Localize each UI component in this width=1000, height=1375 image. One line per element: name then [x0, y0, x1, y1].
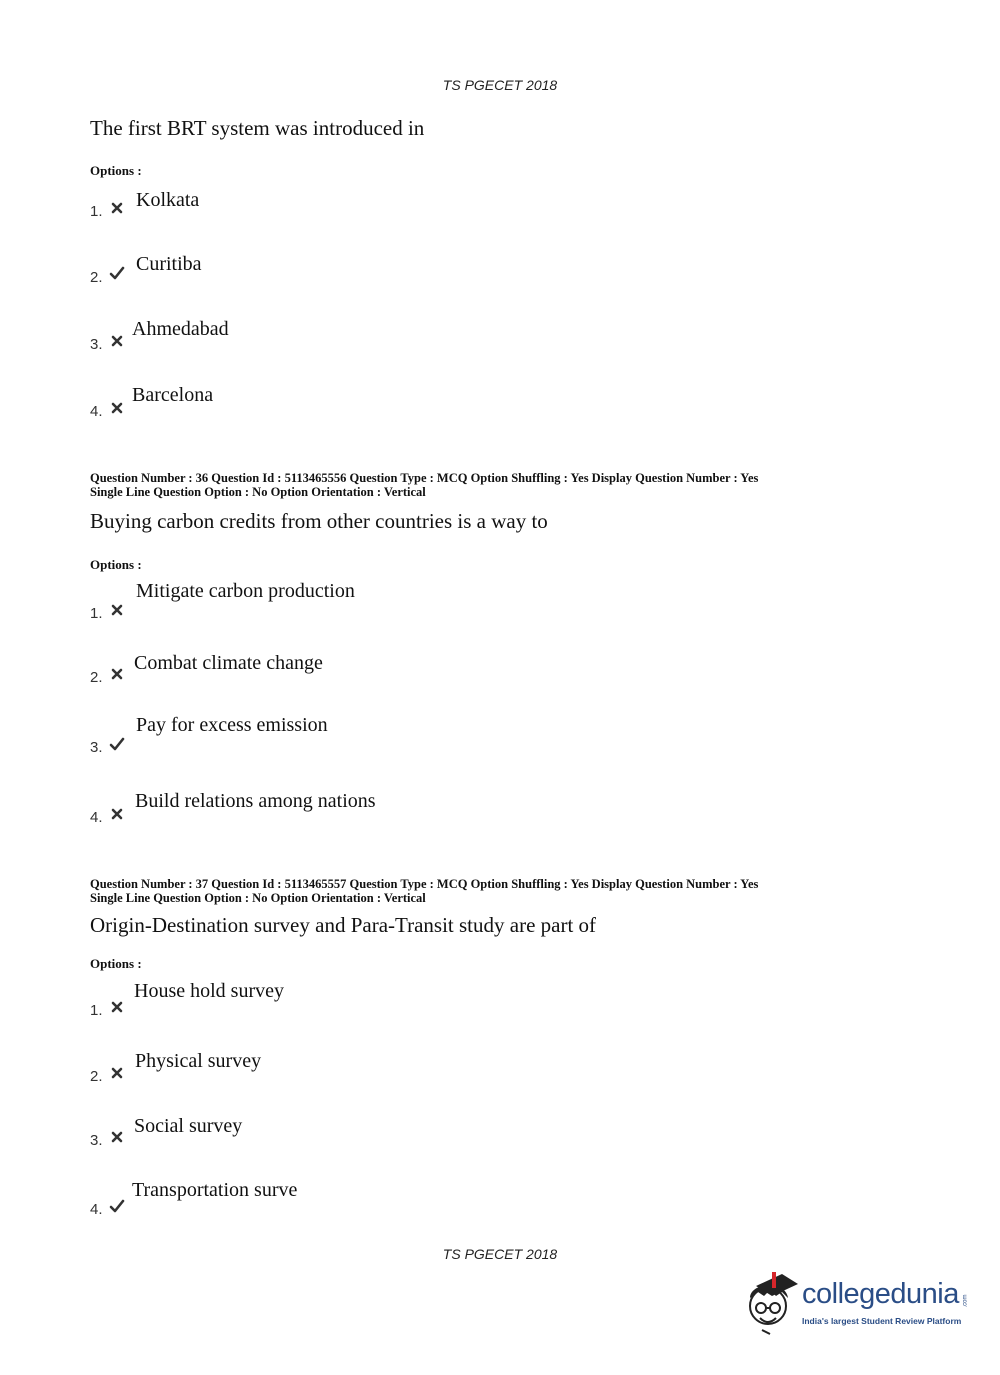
option-number: 3. [90, 336, 103, 353]
question-meta [90, 877, 758, 905]
option-number: 1. [90, 203, 103, 220]
option-text: Ahmedabad [132, 318, 229, 340]
page-header: TS PGECET 2018 [442, 77, 558, 93]
option-number: 4. [90, 809, 103, 826]
collegedunia-logo [742, 1268, 972, 1340]
option-text: Social survey [134, 1115, 243, 1137]
option-number: 2. [90, 1068, 103, 1085]
question-text: Origin-Destination survey and Para-Transit study are part of [90, 913, 597, 937]
option-text: Kolkata [136, 189, 200, 211]
option-text: Barcelona [132, 384, 214, 406]
option-number: 1. [90, 1002, 103, 1019]
option-number: 4. [90, 1201, 103, 1218]
question-meta-line: Question Number : 36 Question Id : 5113465556 Question Type : MCQ Option Shuffling : Yes Display Question Number : Yes [90, 471, 759, 485]
option-text: Mitigate carbon production [136, 580, 355, 602]
option-text: Combat climate change [134, 652, 323, 674]
option-text: House hold survey [134, 980, 284, 1002]
wrong-icon [109, 200, 125, 216]
wrong-icon [109, 806, 125, 822]
logo-dotcom: .com [962, 1294, 969, 1308]
page-footer: TS PGECET 2018 [442, 1246, 558, 1262]
question-meta-line: Single Line Question Option : No Option Orientation : Vertical [90, 485, 426, 499]
question-meta-line: Question Number : 37 Question Id : 5113465557 Question Type : MCQ Option Shuffling : Yes Display Question Number : Yes [90, 877, 759, 891]
option-number: 2. [90, 669, 103, 686]
logo-tagline: India's largest Student Review Platform [802, 1316, 962, 1326]
wrong-icon [109, 1129, 125, 1145]
question-text: Buying carbon credits from other countries is a way to [90, 509, 548, 533]
option-text: Transportation surve [132, 1179, 298, 1201]
option-text: Pay for excess emission [136, 714, 328, 736]
option-number: 3. [90, 739, 103, 756]
question-meta-line: Single Line Question Option : No Option Orientation : Vertical [90, 891, 426, 905]
option-text: Curitiba [136, 253, 202, 275]
wrong-icon [109, 1065, 125, 1081]
check-icon [109, 736, 125, 752]
option-number: 3. [90, 1132, 103, 1149]
options-label: Options : [90, 163, 142, 178]
options-label: Options : [90, 557, 142, 572]
option-number: 1. [90, 605, 103, 622]
option-text: Build relations among nations [135, 790, 376, 812]
options-label: Options : [90, 956, 142, 971]
question-meta [90, 471, 758, 499]
wrong-icon [109, 333, 125, 349]
check-icon [109, 265, 125, 281]
logo-wordmark: collegedunia [802, 1278, 959, 1310]
option-text: Physical survey [135, 1050, 262, 1072]
wrong-icon [109, 999, 125, 1015]
option-number: 4. [90, 403, 103, 420]
wrong-icon [109, 666, 125, 682]
check-icon [109, 1198, 125, 1214]
question-text: The first BRT system was introduced in [90, 116, 425, 140]
option-number: 2. [90, 269, 103, 286]
mascot-icon [742, 1268, 800, 1340]
wrong-icon [109, 400, 125, 416]
wrong-icon [109, 602, 125, 618]
